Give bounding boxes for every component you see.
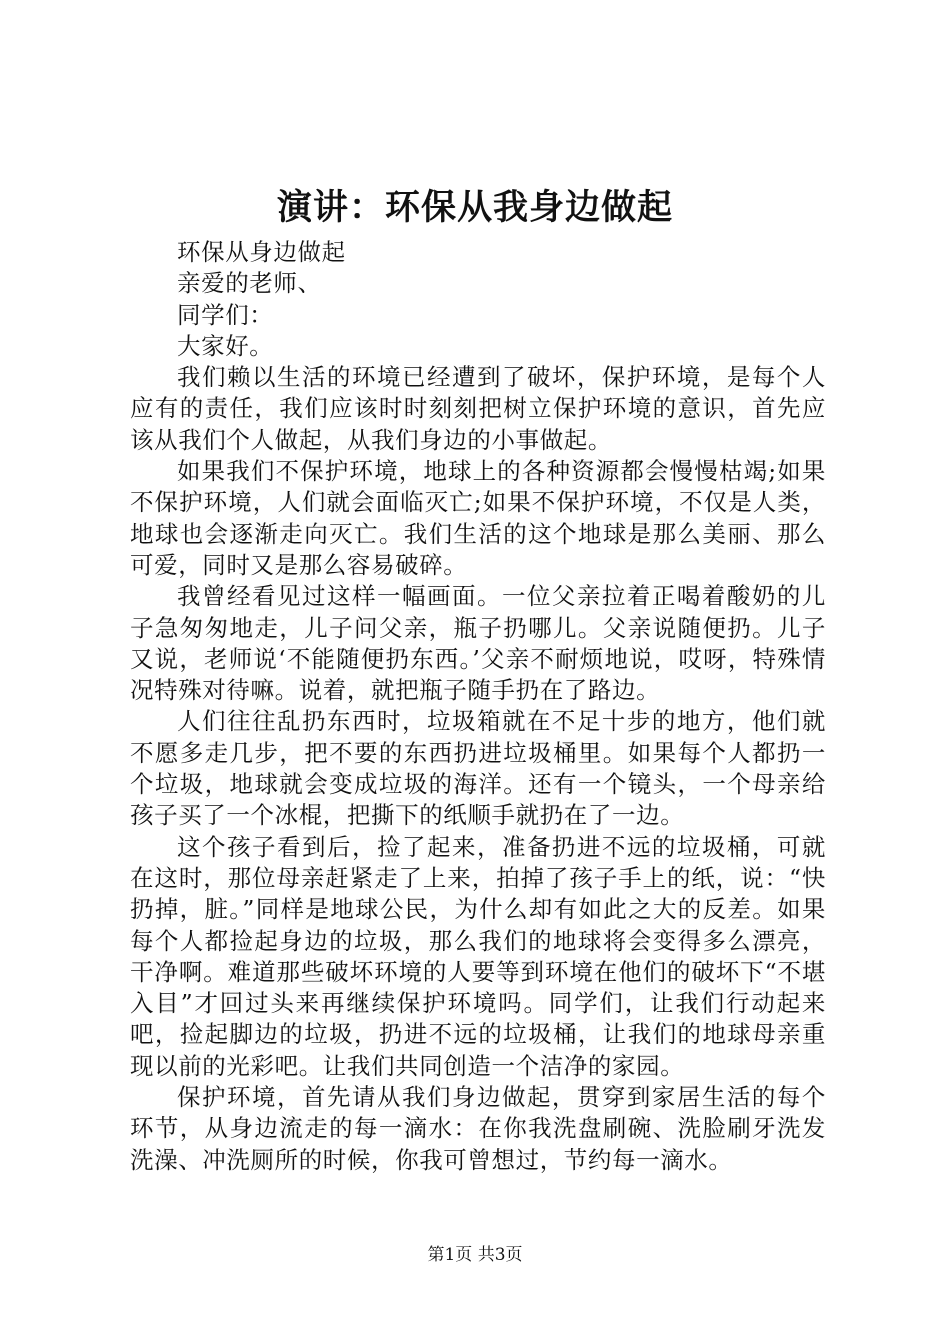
paragraph-body: 这个孩子看到后，捡了起来，准备扔进不远的垃圾桶，可就在这时，那位母亲赶紧走了上来，拍掉了孩子手上的纸，说：“快扔掉，脏。”同样是地球公民，为什么却有如此之大的反差。如果每个人都捡起身边的垃圾，那么我们的地球将会变得多么漂亮，干净啊。难道那些破坏环境的人要等到环境在他们的破坏下“不堪入目”才回过头来再继续保护环境吗。同学们，让我们行动起来吧，捡起脚边的垃圾，扔进不远的垃圾桶，让我们的地球母亲重现以前的光彩吧。让我们共同创造一个洁净的家园。 bbox=[130, 832, 826, 1080]
paragraph-heading: 环保从身边做起 bbox=[177, 238, 346, 266]
paragraph-body: 我们赖以生活的环境已经遭到了破坏，保护环境，是每个人应有的责任，我们应该时时刻刻把树立保护环境的意识，首先应该从我们个人做起，从我们身边的小事做起。 bbox=[130, 363, 826, 454]
page-number-footer: 第1页 共3页 bbox=[427, 1245, 523, 1265]
document-title: 演讲：环保从我身边做起 bbox=[276, 187, 673, 228]
paragraph-body: 保护环境，首先请从我们身边做起，贯穿到家居生活的每个环节，从身边流走的每一滴水：在你我洗盘刷碗、洗脸刷牙洗发洗澡、冲洗厕所的时候，你我可曾想过，节约每一滴水。 bbox=[130, 1083, 826, 1174]
paragraph-greeting: 大家好。 bbox=[177, 331, 274, 360]
paragraph-body: 如果我们不保护环境，地球上的各种资源都会慢慢枯竭;如果不保护环境，人们就会面临灭亡;如果不保护环境，不仅是人类，地球也会逐渐走向灭亡。我们生活的这个地球是那么美丽、那么可爱，同时又是那么容易破碎。 bbox=[130, 457, 826, 579]
paragraph-salutation-teachers: 亲爱的老师、 bbox=[177, 269, 322, 298]
paragraph-body: 我曾经看见过这样一幅画面。一位父亲拉着正喝着酸奶的儿子急匆匆地走，儿子问父亲，瓶子扔哪儿。父亲说随便扔。儿子又说，老师说‘不能随便扔东西。’父亲不耐烦地说，哎呀，特殊情况特殊对待嘛。说着，就把瓶子随手扔在了路边。 bbox=[130, 582, 826, 705]
document-body bbox=[130, 237, 826, 1176]
paragraph-body: 人们往往乱扔东西时，垃圾箱就在不足十步的地方，他们就不愿多走几步，把不要的东西扔进垃圾桶里。如果每个人都扔一个垃圾，地球就会变成垃圾的海洋。还有一个镜头，一个母亲给孩子买了一个冰棍，把撕下的纸顺手就扔在了一边。 bbox=[130, 707, 826, 830]
paragraph-salutation-students: 同学们： bbox=[177, 300, 274, 329]
